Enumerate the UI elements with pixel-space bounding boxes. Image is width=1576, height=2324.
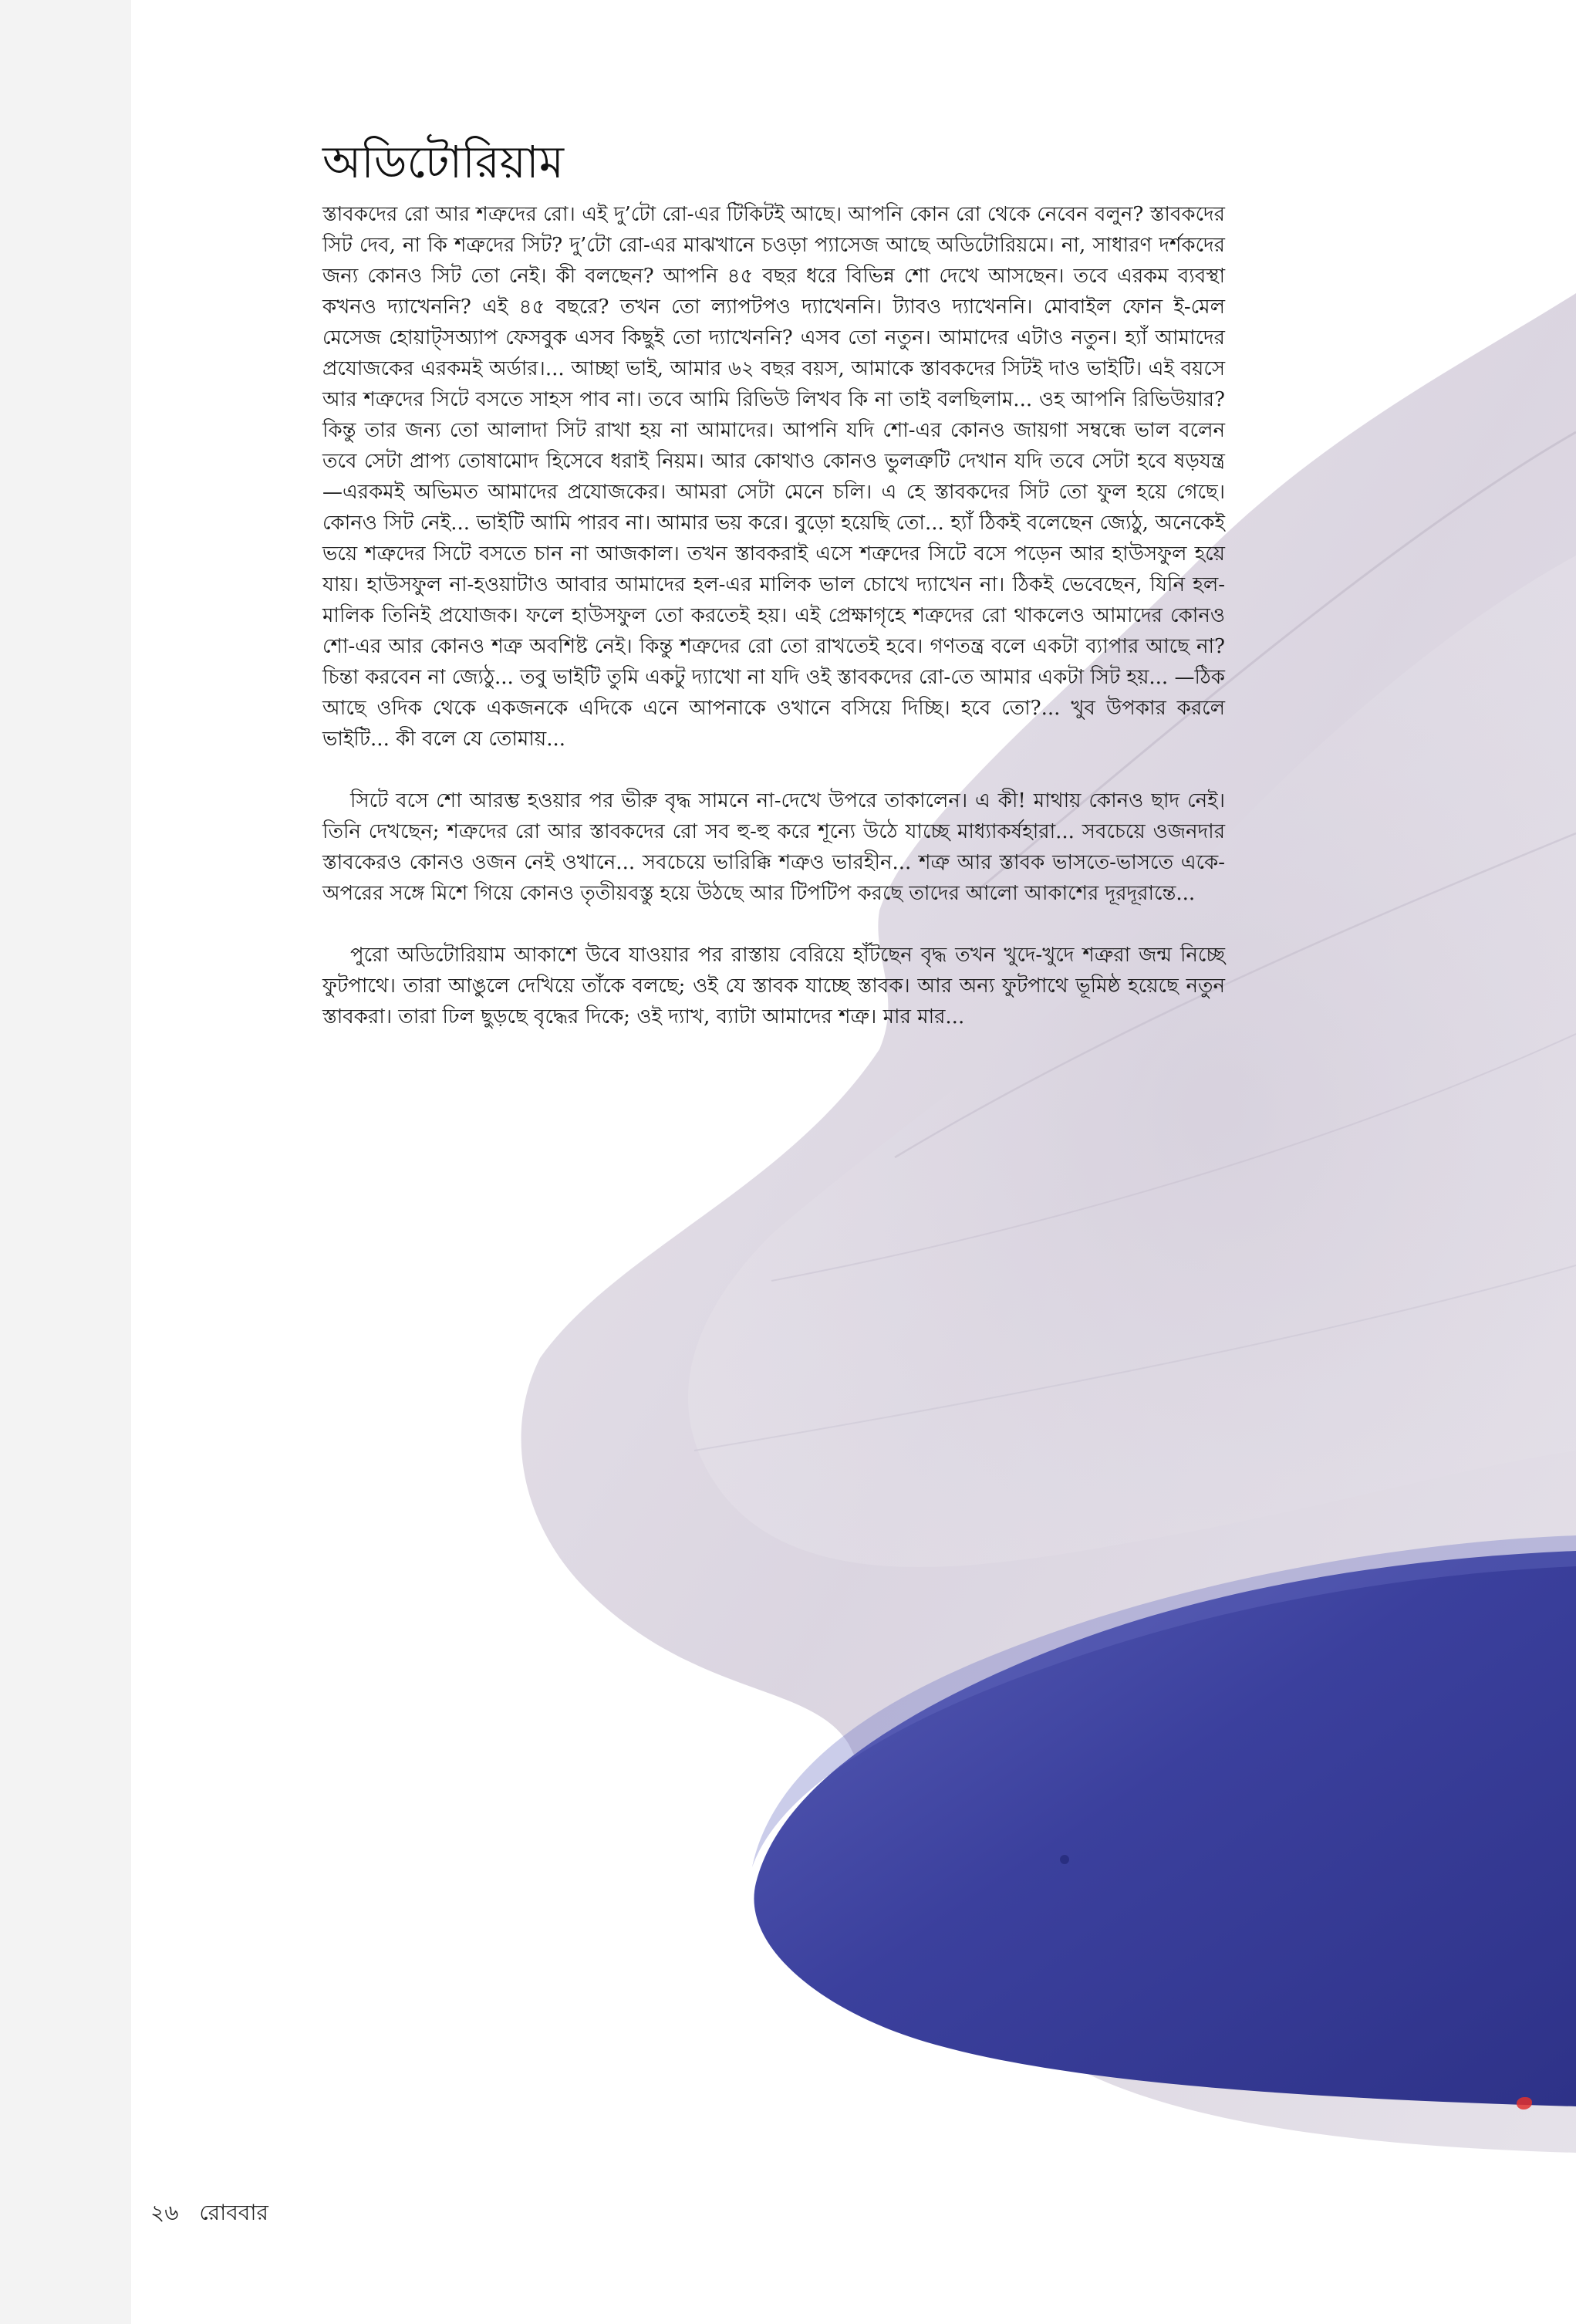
article-paragraph-3: পুরো অডিটোরিয়াম আকাশে উবে যাওয়ার পর রাস্তায় বেরিয়ে হাঁটছেন বৃদ্ধ তখন খুদে-খুদে শত্রুরা জন্ম নিচ্ছে ফুটপাথে। তারা আঙুলে দেখিয়ে তাঁকে বলছে; ওই যে স্তাবক যাচ্ছে স্তাবক। আর অন্য ফুটপাথে ভূমিষ্ঠ হয়েছে নতুন স্তাবকরা। তারা ঢিল ছুড়ছে বৃদ্ধের দিকে; ওই দ্যাখ, ব্যাটা আমাদের শত্রু। মার মার... [322,944,1225,1029]
article-title: অডিটোরিয়াম [322,136,564,188]
article-paragraph-2: সিটে বসে শো আরম্ভ হওয়ার পর ভীরু বৃদ্ধ সামনে না-দেখে উপরে তাকালেন। এ কী! মাথায় কোনও ছাদ নেই। তিনি দেখছেন; শত্রুদের রো আর স্তাবকদের রো সব হু-হু করে শূন্যে উঠে যাচ্ছে মাধ্যাকর্ষহারা... সবচেয়ে ওজনদার স্তাবকেরও কোনও ওজন নেই ওখানে... সবচেয়ে ভারিক্কি শত্রুও ভারহীন... শত্রু আর স্তাবক ভাসতে-ভাসতে একে-অপরের সঙ্গে মিশে গিয়ে কোনও তৃতীয়বস্তু হয়ে উঠছে আর টিপটিপ করছে তাদের আলো আকাশের দূরদূরান্তে... [322,789,1225,905]
article-paragraph-1: স্তাবকদের রো আর শত্রুদের রো। এই দু’টো রো-এর টিকিটই আছে। আপনি কোন রো থেকে নেবেন বলুন? স্তাবকদের সিট দেব, না কি শত্রুদের সিট? দু’টো রো-এর মাঝখানে চওড়া প্যাসেজ আছে অডিটোরিয়মে। না, সাধারণ দর্শকদের জন্য কোনও সিট তো নেই। কী বলছেন? আপনি ৪৫ বছর ধরে বিভিন্ন শো দেখে আসছেন। তবে এরকম ব্যবস্থা কখনও দ্যাখেননি? এই ৪৫ বছরে? তখন তো ল্যাপটপও দ্যাখেননি। ট্যাবও দ্যাখেননি। মোবাইল ফোন ই-মেল মেসেজ হোয়াট্‌সঅ্যাপ ফেসবুক এসব কিছুই তো দ্যাখেননি? এসব তো নতুন। আমাদের এটাও নতুন। হ্যাঁ আমাদের প্রযোজকের এরকমই অর্ডার।... আচ্ছা ভাই, আমার ৬২ বছর বয়স, আমাকে স্তাবকদের সিটই দাও ভাইটি। এই বয়সে আর শত্রুদের সিটে বসতে সাহস পাব না। তবে আমি রিভিউ লিখব কি না তাই বলছিলাম... ওহ আপনি রিভিউয়ার? কিন্তু তার জন্য তো আলাদা সিট রাখা হয় না আমাদের। আপনি যদি শো-এর কোনও জায়গা সম্বন্ধে ভাল বলেন তবে সেটা প্রাপ্য তোষামোদ হিসেবে ধরাই নিয়ম। আর কোথাও কোনও ভুলত্রুটি দেখান যদি তবে সেটা হবে ষড়যন্ত্র—এরকমই অভিমত আমাদের প্রযোজকের। আমরা সেটা মেনে চলি। এ হে স্তাবকদের সিট তো ফুল হয়ে গেছে। কোনও সিট নেই... ভাইটি আমি পারব না। আমার ভয় করে। বুড়ো হয়েছি তো... হ্যাঁ ঠিকই বলেছেন জ্যেঠু, অনেকেই ভয়ে শত্রুদের সিটে বসতে চান না আজকাল। তখন স্তাবকরাই এসে শত্রুদের সিটে বসে পড়েন আর হাউসফুল হয়ে যায়। হাউসফুল না-হওয়াটাও আবার আমাদের হল-এর মালিক ভাল চোখে দ্যাখেন না। ঠিকই ভেবেছেন, যিনি হল-মালিক তিনিই প্রযোজক। ফলে হাউসফুল তো করতেই হয়। এই প্রেক্ষাগৃহে শত্রুদের রো থাকলেও আমাদের কোনও শো-এর আর কোনও শত্রু অবশিষ্ট নেই। কিন্তু শত্রুদের রো তো রাখতেই হবে। গণতন্ত্র বলে একটা ব্যাপার আছে না? চিন্তা করবেন না জ্যেঠু... তবু ভাইটি তুমি একটু দ্যাখো না যদি ওই স্তাবকদের রো-তে আমার একটা সিট হয়... —ঠিক আছে ওদিক থেকে একজনকে এদিকে এনে আপনাকে ওখানে বসিয়ে দিচ্ছি। হবে তো?... খুব উপকার করলে ভাইটি... কী বলে যে তোমায়... [322,203,1225,751]
page-number: ২৬ [150,2200,179,2225]
article [322,131,1225,1063]
page-footer [150,2196,268,2232]
publication-name: রোববার [199,2200,268,2225]
